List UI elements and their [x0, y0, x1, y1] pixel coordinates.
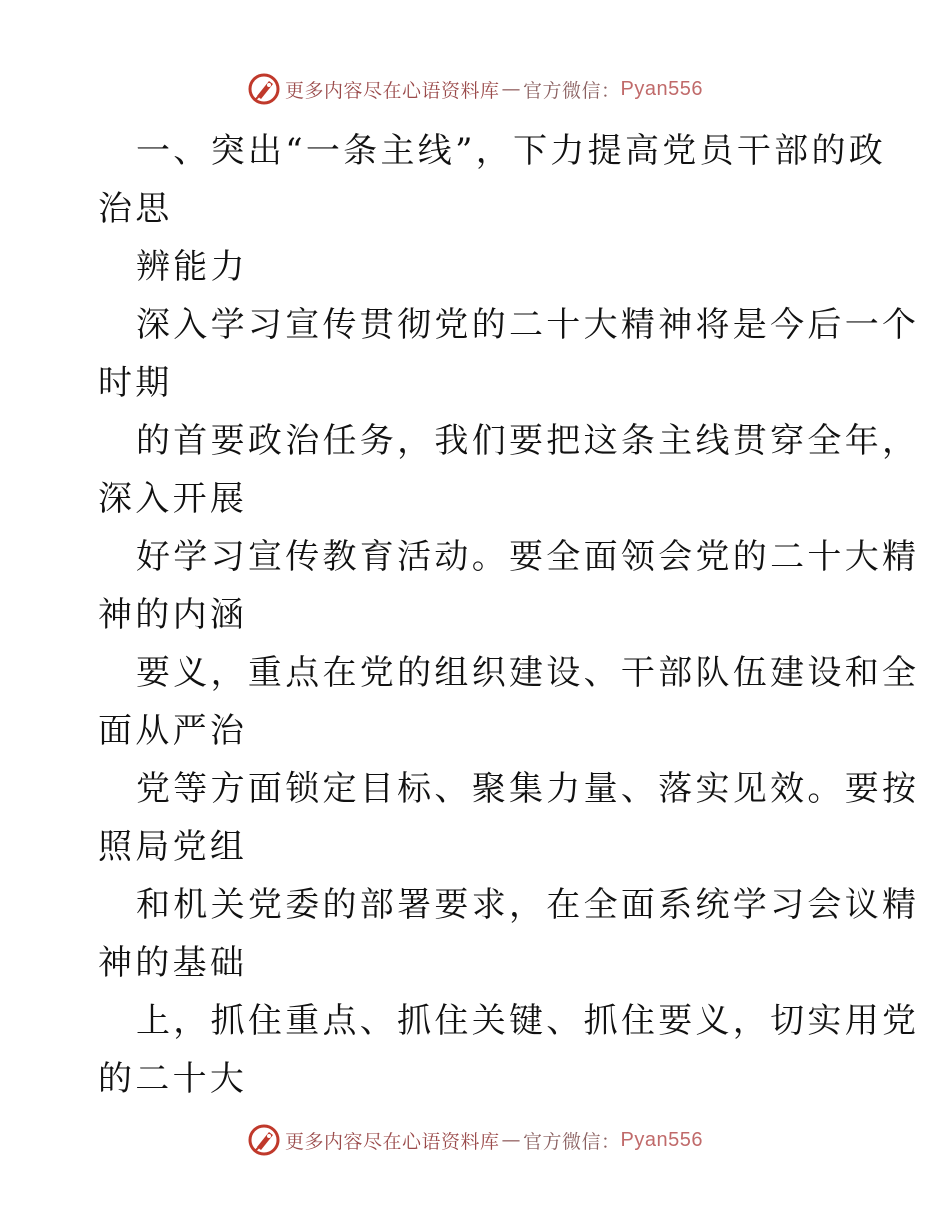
document-body [98, 122, 920, 1108]
body-line: 面从严治 [98, 711, 248, 751]
body-line: 和机关党委的部署要求，在全面系统学习会议精 [136, 885, 920, 925]
banner-separator: — [501, 1129, 522, 1151]
banner-site-name: 更多内容尽在心语资料库 [285, 79, 500, 102]
banner-site-name: 更多内容尽在心语资料库 [285, 1130, 500, 1153]
body-line: 的二十大 [98, 1059, 248, 1099]
body-line: 神的基础 [98, 943, 248, 983]
body-line: 辨能力 [136, 247, 248, 287]
body-line: 深入开展 [98, 479, 248, 519]
banner-wechat-label: 官方微信： [523, 1130, 621, 1153]
body-line: 照局党组 [98, 827, 248, 867]
header-watermark-banner [0, 72, 950, 106]
body-line: 党等方面锁定目标、聚集力量、落实见效。要按 [136, 769, 920, 809]
body-line: 的首要政治任务，我们要把这条主线贯穿全年， [136, 421, 920, 461]
body-line: 治思 [98, 189, 173, 229]
banner-wechat-id: Pyan556 [620, 1128, 703, 1151]
body-line: 一、突出“一条主线”，下力提高党员干部的政 [136, 131, 887, 171]
fountain-pen-logo-icon [247, 1123, 281, 1157]
body-line: 深入学习宣传贯彻党的二十大精神将是今后一个 [136, 305, 920, 345]
banner-separator: — [501, 78, 522, 100]
footer-watermark-banner [0, 1123, 950, 1157]
body-line: 时期 [98, 363, 173, 403]
fountain-pen-logo-icon [247, 72, 281, 106]
body-line: 好学习宣传教育活动。要全面领会党的二十大精 [136, 537, 920, 577]
body-line: 上，抓住重点、抓住关键、抓住要义，切实用党 [136, 1001, 920, 1041]
banner-wechat-id: Pyan556 [620, 77, 703, 100]
body-line: 要义，重点在党的组织建设、干部队伍建设和全 [136, 653, 920, 693]
banner-wechat-label: 官方微信： [523, 79, 621, 102]
body-line: 神的内涵 [98, 595, 248, 635]
